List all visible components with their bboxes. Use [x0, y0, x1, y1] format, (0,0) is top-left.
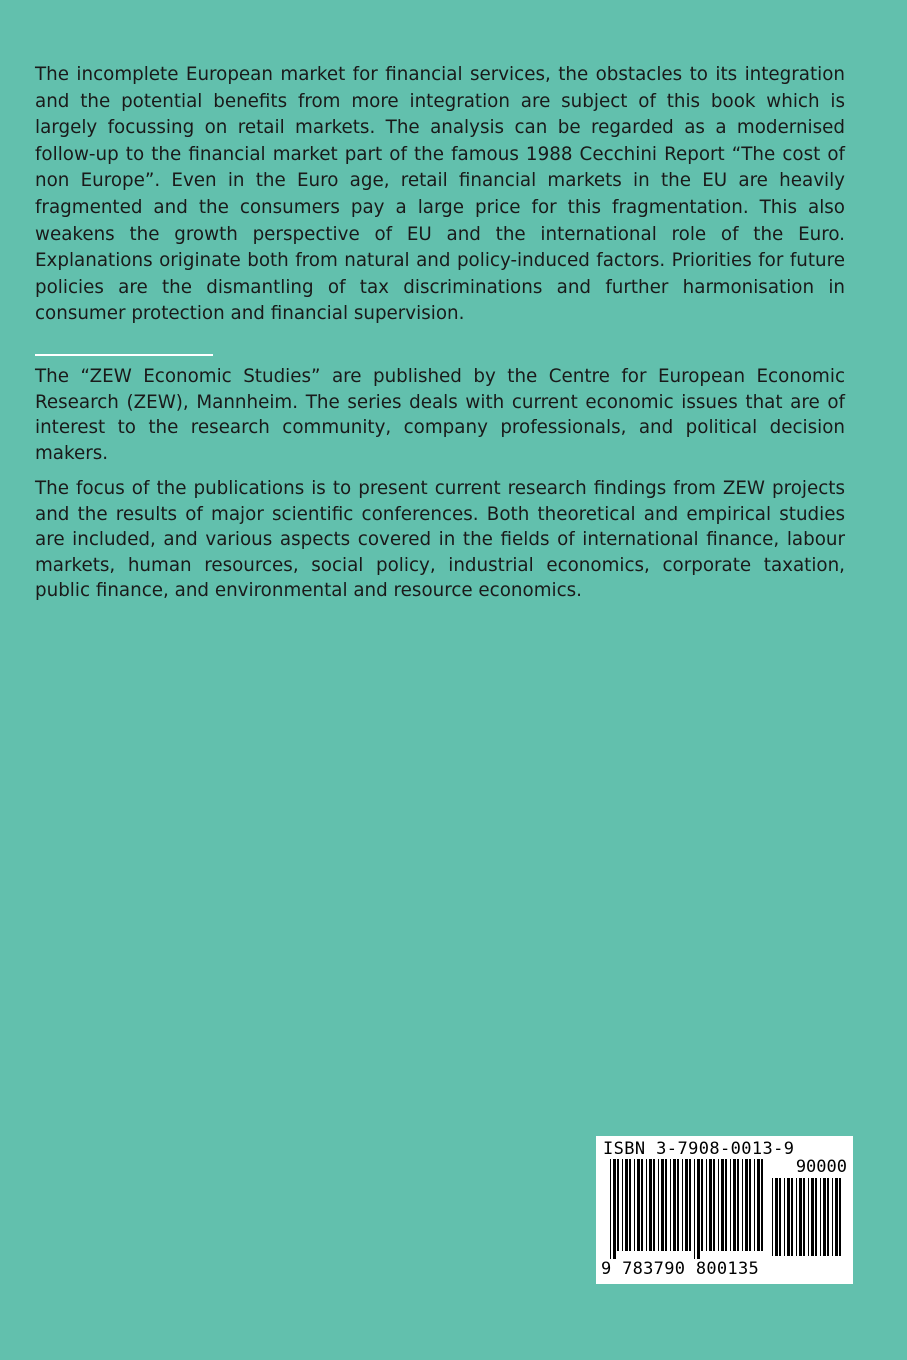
- section-divider: [35, 354, 213, 356]
- ean-number: 9 783790 800135: [601, 1259, 760, 1279]
- series-paragraph-2: The focus of the publications is to present current research findings from ZEW projects and the results of major scientific conferences. Both theoretical and empirical studies are included, and various aspects covered in the fields of international finance, labour markets, human resources, social policy, industrial economics, corporate taxation, public finance, and environmental and resource economics.: [35, 478, 845, 601]
- isbn-number: ISBN 3-7908-0013-9: [603, 1139, 795, 1159]
- series-paragraph-1: The “ZEW Economic Studies” are published by the Centre for European Economic Research (ZEW), Mannheim. The series deals with current economic issues that are of interest to the research community, company professionals, and political decision makers.: [35, 366, 845, 464]
- price-code: 90000: [795, 1157, 847, 1177]
- cover-blurb: The incomplete European market for financial services, the obstacles to its integration and the potential benefits from more integration are subject of this book which is largely focussing on retail markets. The analysis can be regarded as a modernised follow-up to the financial market part of the famous 1988 Cecchini Report “The cost of non Europe”. Even in the Euro age, retail financial markets in the EU are heavily fragmented and the consumers pay a large price for this fragmentation. This also weakens the growth perspective of EU and the international role of the Euro. Explanations originate both from natural and policy-induced factors. Priorities for future policies are the dismantling of tax discriminations and further harmonisation in consumer protection and financial supervision.: [35, 64, 845, 325]
- barcode-main-bars: [610, 1159, 768, 1259]
- barcode-addon-bars: [772, 1178, 846, 1264]
- isbn-barcode: [596, 1136, 853, 1284]
- series-description: [35, 364, 845, 614]
